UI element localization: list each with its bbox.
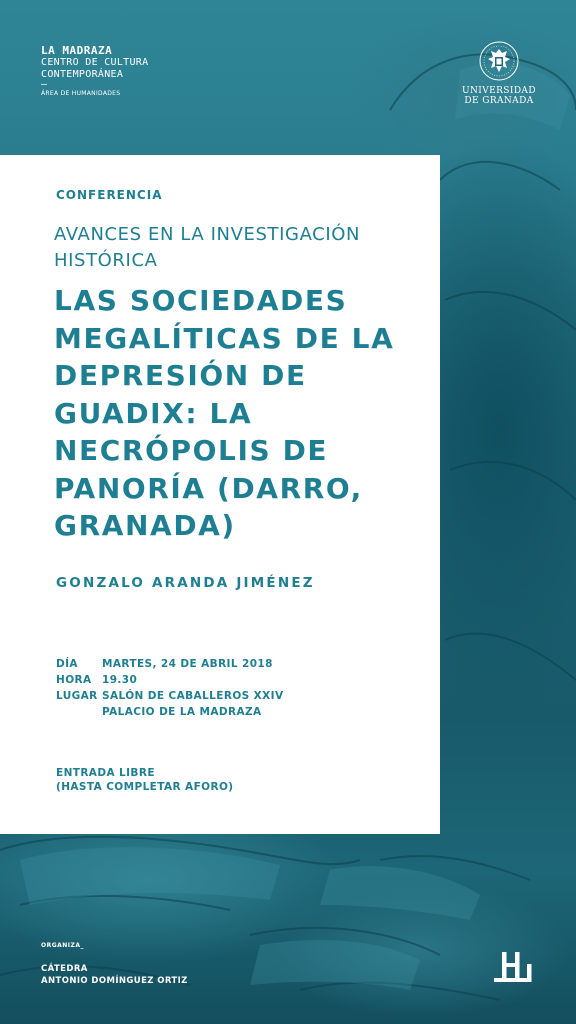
detail-row-place	[56, 688, 284, 704]
university-name-line1: UNIVERSIDAD	[462, 86, 536, 96]
university-name-line2: DE GRANADA	[464, 96, 534, 106]
brand-dash: —	[41, 79, 48, 90]
org-subtitle-line2: CONTEMPORÁNEA	[41, 69, 124, 80]
detail-row-time	[56, 672, 284, 688]
detail-row-place-cont	[56, 704, 284, 720]
speaker-name: GONZALO ARANDA JIMÉNEZ	[56, 575, 315, 591]
university-seal-icon	[478, 40, 520, 82]
time-value: 19.30	[102, 674, 138, 686]
organiza-label: ORGANIZA_	[41, 942, 85, 949]
org-name: LA MADRAZA	[41, 44, 113, 57]
event-title: LAS SOCIEDADES MEGALÍTICAS DE LA DEPRESIÓN DE GUADIX: LA NECRÓPOLIS DE PANORÍA (DARRO, GRANADA)	[54, 284, 395, 542]
la-madraza-brand	[41, 44, 148, 99]
entry-info	[56, 766, 234, 794]
time-label: HORA	[56, 674, 92, 686]
place-value-line1: SALÓN DE CABALLEROS XXIV	[102, 690, 284, 702]
organizer-line1: CÁTEDRA	[41, 964, 88, 974]
org-subtitle-line1: CENTRO DE CULTURA	[41, 57, 149, 68]
entry-line2: (HASTA COMPLETAR AFORO)	[56, 781, 234, 793]
madraza-h-logo-icon	[494, 950, 538, 986]
detail-row-day	[56, 656, 284, 672]
day-label: DÍA	[56, 658, 78, 670]
event-type: CONFERENCIA	[56, 188, 163, 202]
area-label: ÁREA DE HUMANIDADES	[41, 90, 121, 97]
organizer-line2: ANTONIO DOMÍNGUEZ ORTIZ	[41, 976, 188, 986]
place-label: LUGAR	[56, 690, 98, 702]
day-value: MARTES, 24 DE ABRIL 2018	[102, 658, 273, 670]
event-details	[56, 656, 284, 720]
place-value-line2: PALACIO DE LA MADRAZA	[102, 706, 262, 718]
university-brand	[460, 40, 538, 106]
event-series: AVANCES EN LA INVESTIGACIÓN HISTÓRICA	[54, 224, 361, 271]
entry-line1: ENTRADA LIBRE	[56, 767, 155, 779]
organizer-block	[41, 942, 188, 987]
